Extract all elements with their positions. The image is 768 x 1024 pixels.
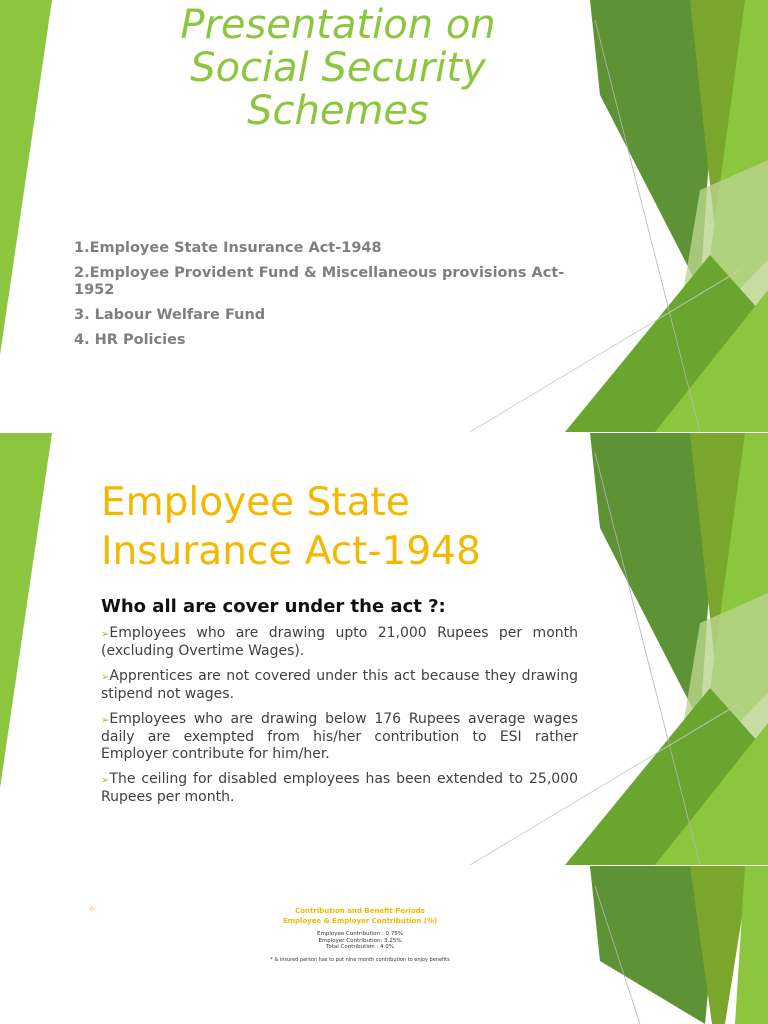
slide-1 [0, 0, 768, 432]
list-item: ➢Employees who are drawing upto 21,000 Rupees per month (excluding Overtime Wages). [101, 625, 578, 660]
arrow-bullet-icon: ➢ [101, 774, 110, 786]
slide-1-title: Presentation on Social Security Schemes [180, 2, 496, 134]
list-item: Employee Contribution : 0.75% [317, 931, 403, 937]
arrow-bullet-icon: ➢ [101, 629, 110, 640]
contribution-heading: Contribution and Benefit Periods Employee & Employer Contribution (%) [282, 907, 438, 925]
sparkle-bullet-icon: ✧ [88, 905, 96, 915]
list-item: Employer Contribution: 3.25% [318, 937, 402, 944]
list-item: ➢The ceiling for disabled employees has been extended to 25,000 Rupees per month. [101, 770, 578, 806]
contribution-values [190, 931, 530, 951]
slide-2-subtitle: Who all are cover under the act ?: [101, 596, 446, 617]
footnote: * & insured person has to put nine month contribution to enjoy benefits [270, 957, 450, 963]
list-item: 3. Labour Welfare Fund [74, 307, 266, 323]
list-item: 2.Employee Provident Fund & Miscellaneous provisions Act-1952 [74, 265, 565, 298]
slide-2-title: Employee State Insurance Act-1948 [101, 480, 481, 574]
list-item: Total Contribution : 4.0% [325, 944, 395, 950]
slide-1-list [74, 240, 574, 357]
list-item: ➢Employees who are drawing below 176 Rupees average wages daily are exempted from his/her contribution to ESI rather Employer contribute for him/her. [101, 710, 578, 763]
left-green-shape [0, 433, 52, 788]
slide-2-list [101, 625, 578, 814]
list-item: 1.Employee State Insurance Act-1948 [74, 240, 382, 256]
arrow-bullet-icon: ➢ [101, 714, 110, 726]
arrow-bullet-icon: ➢ [101, 671, 110, 683]
list-item: ➢Apprentices are not covered under this act because they drawing stipend not wages. [101, 667, 578, 703]
left-green-shape [0, 0, 52, 355]
list-item: 4. HR Policies [74, 332, 186, 348]
